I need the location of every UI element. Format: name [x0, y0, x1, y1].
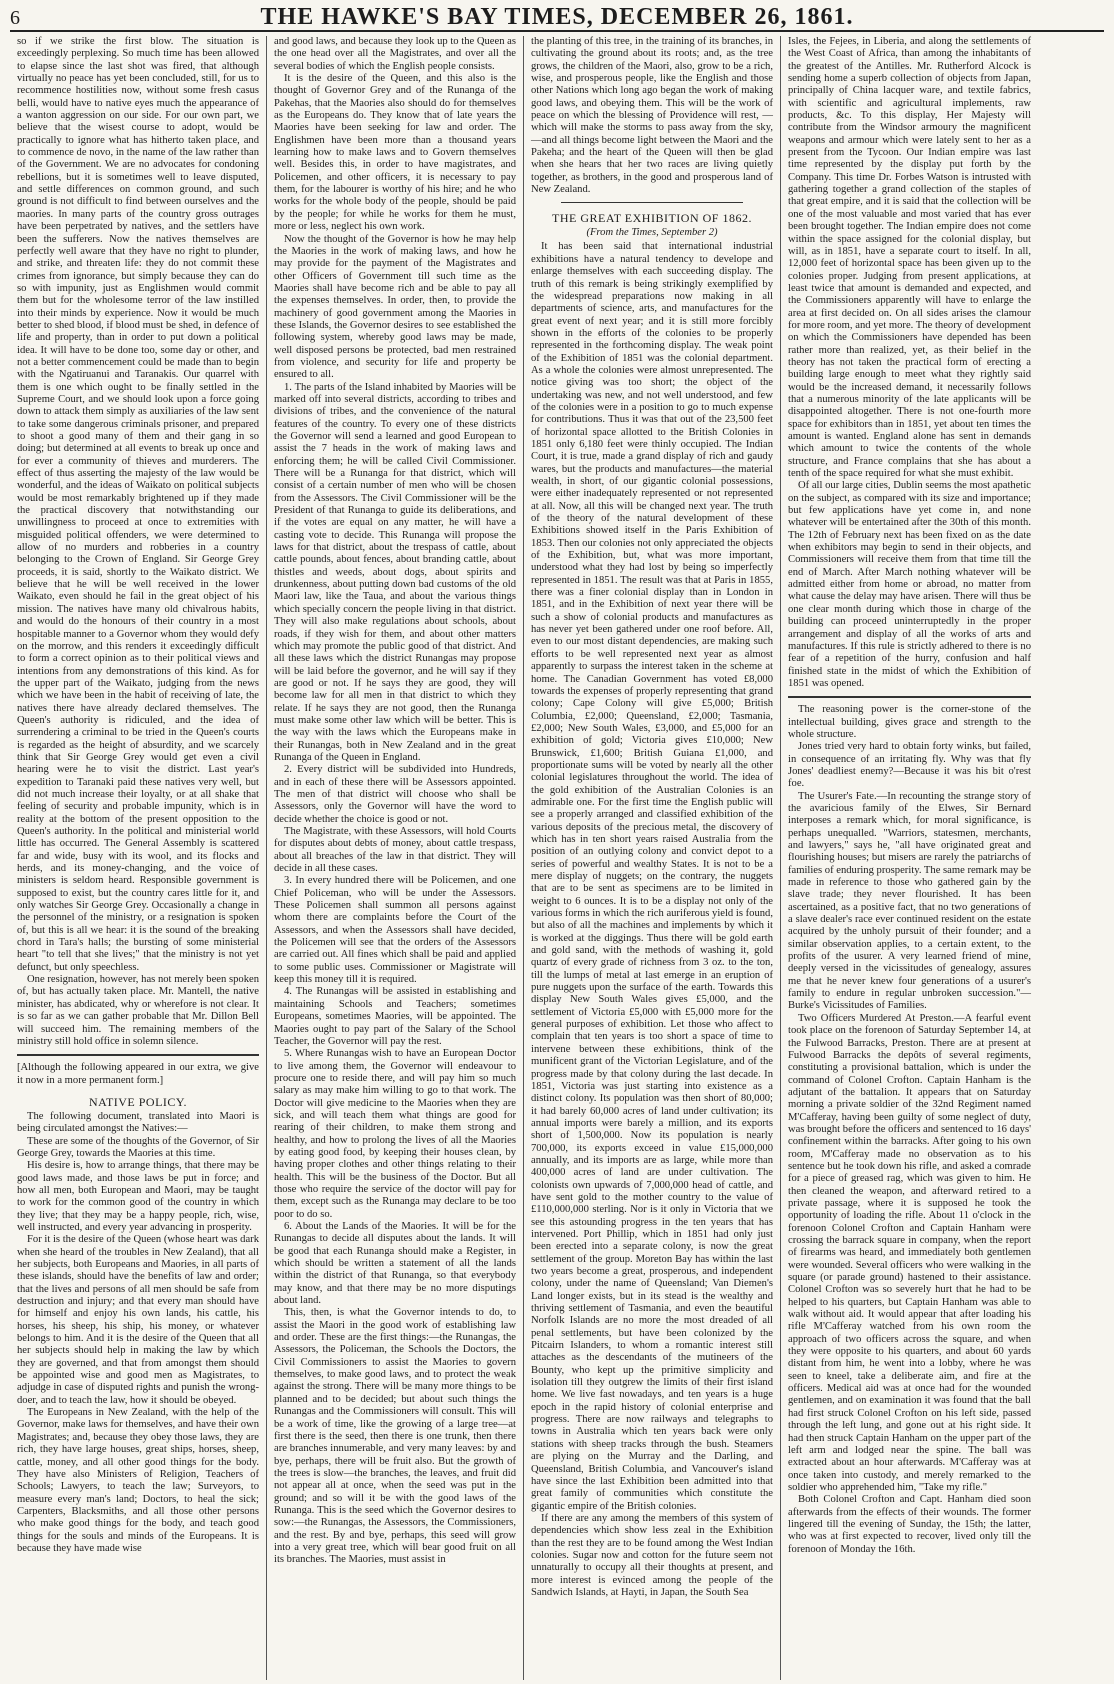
article-paragraph: The reasoning power is the corner-stone of the intellectual building, gives grace and strength to the whole structure. [788, 704, 1031, 740]
article-paragraph: Isles, the Fejees, in Liberia, and along the settlements of the West Coast of Africa, than among the inhabitants of the greatest of the Antilles. Mr. Rutherford Alcock is sending home a superb collection of objects from Japan, principally of China lacquer ware, and textile fabrics, with scientific and agricultural implements, raw products, &c. To this display, Her Majesty will contribute from the Windsor armoury the magnificent weapons and armour which were lately sent to her as a present from the Tycoon. Our Indian empire was last time represented by the display put forth by the Company. This time Dr. Forbes Watson is intrusted with gathering together a grand collection of the staples of that great empire, and it is said that the collection will be one of the most valuable and most varied that has ever been brought together. The Indian empire does not come within the space assigned for the colonial display, but will, as in 1851, have a separate court to itself. In all, 12,000 feet of horizontal space has been given up to the colonies proper. Judging from present applications, at least twice that amount is demanded and expected, and the Commissioners apparently will have to enlarge the area at first decided on. On all sides arises the clamour for more room, and yet more. The theory of development on which the Commissioners have depended has been rather more than realized, yet, as their belief in the theory has not taken the practical form of erecting a building large enough to meet what they rightly said would be the increased demand, it necessarily follows that a numerous minority of the late applicants will be disappointed altogether. There is not one-fourth more space for exhibitors than in 1851, yet about ten times the amount is wanted. England alone has sent in demands which amount to twice the contents of the whole structure, and France complains that she has about a tenth of the space required for what she must exhibit. [788, 36, 1031, 480]
page-number: 6 [10, 7, 20, 29]
divider [788, 696, 1031, 698]
newspaper-title: THE HAWKE'S BAY TIMES, DECEMBER 26, 1861. [260, 4, 854, 30]
article-paragraph: 5. Where Runangas wish to have an European Doctor to live among them, the Governor will endeavour to procure one to reside there, and will pay him so much salary as may make him willing to go to that work. The Doctor will give medicine to the Maories when they are sick, and will teach them what things are good for rearing of their children, to make them strong and healthy, and how to prolong the lives of all the Maories by eating good food, by keeping their houses clean, by having proper clothes and other things relating to their health. This will be the business of the Doctor. But all those who require the service of the doctor will pay for them, except such as the Runanga may declare to be too poor to do so. [274, 1048, 516, 1220]
article-paragraph: The Magistrate, with these Assessors, will hold Courts for disputes about debts of money, about cattle trespass, about all breaches of the law in that district. They will decide in all these cases. [274, 826, 516, 875]
article-paragraph: Both Colonel Crofton and Capt. Hanham died soon afterwards from the effects of their wounds. The former lingered till the evening of Sunday, the 15th; the latter, who was at first expected to recover, lived only till the forenoon of Monday the 16th. [788, 1494, 1031, 1555]
article-paragraph: It has been said that international industrial exhibitions have a natural tendency to develope and enlarge themselves with each succeeding display. The truth of this remark is being strikingly exemplified by the widespread preparations now making in all departments of science, arts, and manufactures for the great event of next year; and it is still more forcibly shown in the efforts of the colonies to be properly represented in the forthcoming display. The weak point of the Exhibition of 1851 was the colonial department. As a whole the colonies were almost unrepresented. The notice giving was too short; the object of the undertaking was new, and not well understood, and few of the colonies were in a position to go to much expense for contributions. Thus it was that out of the 23,500 feet of horizontal space allotted to the British Colonies in 1851 only 6,180 feet were thinly occupied. The Indian Court, it is true, made a grand display of rich and gaudy wares, but the products and manufactures—the material wealth, in short, of our gigantic colonial possessions, were either inadequately represented or not represented at all. Now, all this will be changed next year. The truth of the theory of the natural development of these Exhibitions showed itself in the Paris Exhibition of 1853. Then our colonies not only appreciated the objects of the Exhibition, but, what was more important, understood what they had lost by being so imperfectly represented in 1851. The result was that at Paris in 1855, there was a finer colonial display than in London in 1851, and in the Exhibition of next year there will be such a show of colonial products and manufactures as has never yet been gathered under one roof before. All, even to our most distant dependencies, are making such efforts to be well represented next year as almost apparently to surpass the interest taken in the scheme at home. The Canadian Government has voted £8,000 towards the expenses of properly representing that grand colony; Cape Colony will give £5,000; British Columbia, £2,000; Queensland, £2,000; Tasmania, £2,000; New South Wales, £3,000, and £5,000 for an exhibition of gold; Victoria gives £10,000; New Brunswick, £1,600; British Guiana £1,000, and proportionate sums will be voted by nearly all the other colonial legislatures throughout the world. The idea of the gold exhibition of the Australian Colonies is an admirable one. For the first time the English public will see a properly arranged and classified exhibition of the various deposits of the precious metal, the discovery of which has in ten short years raised Australia from the position of an outlying colony and convict depot to a series of powerful and wealthy States. It is not to be a mere display of nuggets; on the contrary, the nuggets that are to be sent as specimens are to be limited in weight to 6 ounces. It is to be a display not only of the various forms in which the rich auriferous yield is found, but also of all the machines and implements by which it is worked at the diggings. Thus there will be gold earth and gold sand, with the methods of washing it, gold quartz of every grade of richness from 3 oz. to the ton, till the lumps of metal at last emerge in an eruption of pure nuggets upon the surface of the earth. Towards this display New South Wales gives £5,000, and the settlement of Victoria £5,000 with £5,000 more for the general purposes of exhibition. Let those who affect to complain that ten years is too short a space of time to intervene between these exhibitions, think of the munificent grant of the Victorian Legislature, and of the progress made by that colony during the last decade. In 1851, Victoria was just starting into existence as a distinct colony. Its population was then short of 80,000; it had barely 60,000 acres of land under cultivation; its annual imports were barely a million, and its exports short of 1,500,000. Now its population is nearly 700,000, its exports exceed in value £15,000,000 annually, and its imports are as large, while more than 400,000 acres of land are under cultivation. The colonists own upwards of 7,000,000 head of cattle, and have sent gold to the mother country to the value of £110,000,000 sterling. Nor is it only in Victoria that we see this astounding progress in the ten years that has intervened. Port Phillip, which in 1851 had only just been erected into a separate colony, is now the great settlement of the group. Moreton Bay has within the last two years become a great, prosperous, and independent colony, under the name of Queensland; Van Diemen's Land longer exists, but in its stead is the wealthy and thriving settlement of Tasmania, and even the beautiful Norfolk Islands are no more the most dreaded of all penal settlements, but have been colonized by the Pitcairn Islanders, to whom a romantic interest still attaches as the descendants of the mutineers of the Bounty, who kept up the primitive simplicity and isolation till they outgrew the limits of their first island home. We live fast nowadays, and ten years is a huge epoch in the rapid history of colonial enterprise and progress. There are now railways and telegraphs to towns in Australia which ten years back were only stations with sheep tracks through the bush. Steamers are plying on the Murray and the Darling, and Queensland, British Columbia, and Vancouver's island have since the last Exhibition been admitted into that great family of communities which constitute the gigantic empire of the British colonies. [531, 241, 773, 1512]
article-paragraph: Two Officers Murdered At Preston.—A fearful event took place on the forenoon of Saturday September 14, at the Fulwood Barracks, Preston. There are at present at Fulwood Barracks the depôts of several regiments, constituting a provisional battalion, which is under the command of Colonel Crofton. Captain Hanham is the adjutant of the battalion. It appears that on Saturday morning a private soldier of the 32nd Regiment named M'Cafferay, having been guilty of some neglect of duty, was brought before the officers and sentenced to 16 days' confinement within the barracks. After going to his own room, M'Cafferay made no observation as to his sentence but he took down his rifle, and asked a comrade for a piece of greased rag, which was given to him. He then cleaned the weapon, and afterward retired to a private passage, where it is supposed he took the opportunity of loading the rifle. About 11 o'clock in the forenoon Colonel Crofton and Captain Hanham were crossing the barrack square in company, when the report of firearms was heard, and immediately both gentlemen were wounded. Several officers who were walking in the square (or parade ground) hastened to their assistance. Colonel Crofton was so severely hurt that he had to be helped to his quarters, but Captain Hanham was able to walk without aid. It would appear that after loading his rifle M'Cafferay watched from his own room the approach of two officers across the square, and when they were opposite to his quarters, and about 60 yards distant from him, he went into a lobby, where he was seen to kneel, take a deliberate aim, and fire at the officers. Medical aid was at once had for the wounded gentlemen, and on examination it was found that the ball had first struck Colonel Crofton on his left side, passed through the left lung, and gone out at his right side. It had then struck Captain Hanham on the upper part of the left arm and lodged near the spine. The ball was extracted about an hour afterwards. M'Cafferay was at once taken into custody, and merely remarked to the soldier who apprehended him, "Take my rifle." [788, 1012, 1031, 1493]
article-paragraph: One resignation, however, has not merely been spoken of, but has actually taken place. Mr. Mantell, the native minister, has abdicated, why or wherefore is not clear. It is so far as we can gather probable that Mr. Dillon Bell will succeed him. The remaining members of the ministry still hold office in solemn silence. [17, 974, 259, 1047]
column-3 [524, 36, 781, 1680]
columns [10, 36, 1104, 1680]
article-paragraph: The Europeans in New Zealand, with the help of the Governor, make laws for themselves, and have their own Magistrates; and, because they obey those laws, they are rich, they have large houses, great ships, horses, sheep, cattle, money, and all other good things for the body. They have also Ministers of Religion, Teachers of Schools; Lawyers, to teach the law; Surveyors, to measure every man's land; Doctors, to heal the sick; Carpenters, Blacksmiths, and all those other persons who make good things for the body, and teach good things for the souls and minds of the Europeans. It is because they have made wise [17, 1407, 259, 1554]
article-paragraph: 1. The parts of the Island inhabited by Maories will be marked off into several districts, according to tribes and divisions of tribes, and the convenience of the natural features of the country. To every one of these districts the Governor will send a learned and good European to assist the 7 heads in the work of making laws and enforcing them; he will be called Civil Commissioner. There will be a Runanga for that district, which will consist of a certain number of men who will be chosen from the Assessors. The Civil Commissioner will be the President of that Runanga to guide its deliberations, and if the votes are equal on any matter, he will have a casting vote to decide. This Runanga will propose the laws for that district, about the trespass of cattle, about cattle pounds, about fences, about branding cattle, about thistles and weeds, about dogs, about spirits and drunkenness, about putting down bad customs of the old Maori law, like the Taua, and about the various things which specially concern the people living in that district. They will also make regulations about schools, about roads, if they wish for them, and about other matters which may promote the public good of that district. And all these laws which the district Runangas may propose will be laid before the governor, and he will say if they are good or not. If he says they are good, they will become law for all men in that district to which they relate. If he says they are not good, then the Runanga must make some other law which will be better. This is the way with the laws which the Europeans make in their Runangas, both in New Zealand and in the great Runanga of the Queen in England. [274, 381, 516, 763]
divider [17, 1054, 259, 1056]
article-paragraph: Of all our large cities, Dublin seems the most apathetic on the subject, as compared with its size and importance; but few applications have yet come in, and none whatever will be entertained after the 30th of this month. The 12th of February next has been fixed on as the date when exhibitors may begin to send in their objects, and Commissioners will receive them from that time till the end of March. After March nothing whatever will be admitted either from home or abroad, no matter from what cause the delay may have arisen. There will thus be one clear month during which those in charge of the building can proceed uninterruptedly in the proper arrangement and display of all the works of arts and manufactures. If this rule is strictly adhered to there is no fear of a repetition of the hurry, confusion and half finished state in the midst of which the Exhibition of 1851 was opened. [788, 480, 1031, 689]
column-4 [781, 36, 1038, 1680]
article-paragraph: 6. About the Lands of the Maories. It will be for the Runangas to decide all disputes about the lands. It will be good that each Runanga should make a Register, in which should be written a statement of all the lands within the district of that Runanga, so that everybody may know, and that there may be no more disputings about land. [274, 1221, 516, 1307]
article-paragraph: His desire is, how to arrange things, that there may be good laws made, and those laws be put in force; and how all men, both European and Maori, may be taught to work for the common good of the country in which they live; that they may be a happy people, rich, wise, well instructed, and every year advancing in prosperity. [17, 1160, 259, 1233]
article-paragraph: 3. In every hundred there will be Policemen, and one Chief Policeman, who will be under the Assessors. These Policemen shall summon all persons against whom there are complaints before the Court of the Assessors, and when the Assessors shall have decided, the Policemen will see that the orders of the Assessors are carried out. All fines which shall be paid and applied to some public uses. Commissioner or Magistrate will keep this money till it is required. [274, 875, 516, 986]
editorial-note: [Although the following appeared in our extra, we give it now in a more permanent form.] [17, 1062, 259, 1086]
article-paragraph: This, then, is what the Governor intends to do, to assist the Maori in the good work of establishing law and order. These are the first things:—the Runangas, the Assessors, the Policeman, the Schools the Doctors, the Civil Commissioners to assist the Maories to govern themselves, to make good laws, and to protect the weak against the strong. There will be many more things to be planned and to be decided; but about such things the Runangas and the Commissioners will consult. This will be a work of time, like the growing of a large tree—at first there is the seed, then there is one trunk, then there are branches innumerable, and very many leaves: by and bye, perhaps, there will be fruit also. But the growth of the trees is slow—the branches, the leaves, and fruit did not appear all at once, when the seed was put in the ground; and so will it be with the good laws of the Runanga. This is the seed which the Governor desires to sow:—the Runangas, the Assessors, the Commissioners, and the rest. By and bye, perhaps, this seed will grow into a very great tree, which will bear good fruit on all its branches. The Maories, must assist in [274, 1307, 516, 1566]
column-2 [267, 36, 524, 1680]
column-1 [10, 36, 267, 1680]
article-paragraph: If there are any among the members of this system of dependencies which show less zeal in the Exhibition than the rest they are to be found among the West Indian colonies. Sugar now and cotton for the future seem not unnaturally to occupy all their thoughts at present, and more interest is evinced among the people of the Sandwich Islands, at Hayti, in Japan, the South Sea [531, 1512, 773, 1598]
article-paragraph: The Usurer's Fate.—In recounting the strange story of the avaricious family of the Elwes, Sir Bernard interposes a remark which, for moral significance, is perhaps unequalled. "Warriors, statesmen, merchants, and lawyers," says he, "all have originated great and flourishing houses; but misers are rarely the patriarchs of families of enduring prosperity. The same remark may be made in reference to those who gathered gain by the slave trade; they never flourished. It has been ascertained, as a positive fact, that no two generations of a slave dealer's race ever continued resident on the estate acquired by the unholy pursuit of their founder; and a similar observation applies, to a certain extent, to the profits of the usurer. A very learned friend of mine, deeply versed in the vicissitudes of genealogy, assures me that he never knew four generations of a usurer's family to endure in regular unbroken succession."—Burke's Vicissitudes of Families. [788, 790, 1031, 1012]
article-paragraph: so if we strike the first blow. The situation is exceedingly perplexing. So much time has been allowed to elapse since the last shot was fired, that although virtually no peace has yet been concluded, still, for us to recommence hostilities now, without some fresh casus belli, would have to native eyes much the appearance of a wanton aggression on our side. For our own part, we believe that the wisest course to adopt, would be practically to ignore what has hitherto taken place, and to commence de novo, in the name of the law rather than of the Government. We are no advocates for condoning rebellions, but it is sometimes well to leave disputed, and settle differences on common ground, and such ground is not difficult to find between ourselves and the maories. In many parts of the country gross outrages have been perpetrated by natives, and the settlers have been the sufferers. Now the natives themselves are perfectly well aware that they have no right to plunder, and strike, and threaten life: they do not commit these crimes from ignorance, but simply because they can do so with impunity, just as Englishmen would commit them but for the wholesome terror of the law instilled into their minds by experience. Now it would be much better to shed blood, if blood must be shed, in defence of life and property, than in order to put down a political idea. It will have to be done too, some day or other, and not a better commencement could be made than to begin with the Ngatiruanui and Taranakis. Our quarrel with them is one which ought to be finally settled in the Supreme Court, and we should look upon a force going down to attack them simply as auxiliaries of the law sent to take some dangerous criminals prisoner, and prepared to shoot a good many of them and their gang in so doing; but determined at all events to break up once and for ever a community of thieves and murderers. The effect of thus asserting the majesty of the law would be wonderful, and the ideas of Waikato on political subjects would be most remarkably brightened up if they made the practical discovery that notwithstanding our unwillingness to proceed at once to extremities with misguided political offenders, we were determined to allow of no murders and robberies in a country belonging to the Crown of England. Sir George Grey proceeds, it is said, shortly to the Waikato district. We believe that he will be well received in the lower Waikato, even should he fail in the great object of his mission. The natives have many old chivalrous habits, and would do the honours of their country in a most hospitable manner to a Governor whom they would defy on the morrow, and this renders it exceedingly difficult to form a correct opinion as to their political views and intentions from any demonstrations of this kind. As for the upper part of the Waikato, judging from the news which we have been in the habit of receiving of late, the natives there have already declared themselves. The Queen's authority is ridiculed, and the idea of surrendering a criminal to be tried in the Queen's courts is regarded as the height of absurdity, and we scarcely think that Sir George Grey would get even a civil hearing were he to visit the district. Last year's expedition to Taranaki paid these natives very well, but did not much increase their loyalty, or at all shake that feeling of security and probable impunity, which is in reality at the bottom of the present opposition to the Queen's authority. In the political and ministerial world little has occurred. The General Assembly is scattered far and wide, busy with its wool, and its flocks and herds, and its money-changing, and the voice of ministers is seldom heard. Responsible government is supposed to exist, but the country cares little for it, and only watches Sir George Grey. Occasionally a change in the personnel of the ministry, or a resignation is spoken of, but this is all we hear: it is the sound of the breaking chord in Tara's halls; the bursting of some ministerial heart "to tell that she lives;" that the ministry is not yet defunct, but only speechless. [17, 36, 259, 973]
article-paragraph: 4. The Runangas will be assisted in establishing and maintaining Schools and Teachers; sometimes Europeans, sometimes Maories, will be appointed. The Maories ought to pay part of the Salary of the School Teacher, the Governor will pay the rest. [274, 986, 516, 1047]
article-paragraph: The following document, translated into Maori is being circulated amongst the Natives:— [17, 1110, 259, 1135]
article-heading: THE GREAT EXHIBITION OF 1862. [552, 211, 752, 226]
masthead [10, 4, 1104, 32]
article-paragraph: and good laws, and because they look up to the Queen as the one head over all the Magistrates, and over all the several bodies of which the English people consists. [274, 36, 516, 72]
article-source: (From the Times, September 2) [586, 227, 718, 239]
article-paragraph: It is the desire of the Queen, and this also is the thought of Governor Grey and of the Runanga of the Pakehas, that the Maories also should do for themselves as the Europeans do. They know that of late years the Maories have been seeking for law and order. The Englishmen have been more than a thousand years learning how to make laws and to Govern themselves well. Besides this, in order to have magistrates, and Policemen, and other officers, it is necessary to pay them, for the labourer is worthy of his hire; and he who works for the whole body of the people, should be paid by the people; for while he works for them he must, more or less, neglect his own work. [274, 73, 516, 233]
article-paragraph: Now the thought of the Governor is how he may help the Maories in the work of making laws, and how he may provide for the payment of the Magistrates and other Officers of Government till such time as the Maories shall have become rich and be able to pay all the expenses themselves. In order, then, to provide the machinery of good government among the Maories in these Islands, the Governor desires to see established the following system, whereby good laws may be made, well disposed persons be protected, bad men restrained from violence, and security for life and property be ensured to all. [274, 233, 516, 381]
divider [561, 202, 743, 203]
article-paragraph: 2. Every district will be subdivided into Hundreds, and in each of these there will be Assessors appointed. The men of that district will choose who shall be Assessors, only the Governor will have the word to decide whether the choice is good or not. [274, 764, 516, 825]
article-heading: NATIVE POLICY. [88, 1094, 188, 1109]
article-paragraph: These are some of the thoughts of the Governor, of Sir George Grey, towards the Maories at this time. [17, 1135, 259, 1159]
article-paragraph: For it is the desire of the Queen (whose heart was dark when she heard of the troubles in New Zealand), that all her subjects, both Europeans and Maories, in all parts of these islands, should have the benefits of law and order; that the lives and persons of all men should be safe from destruction and injury; and that every man should have for himself and enjoy his own lands, his cattle, his horses, his sheep, his ship, his money, or whatever belongs to him. And it is the desire of the Queen that all her subjects should help in making the law by which they are governed, and that from amongst them should be appointed wise and good men as Magistrates, to adjudge in case of disputed rights and punish the wrong-doer, and to teach the law, how it should be obeyed. [17, 1234, 259, 1406]
article-paragraph: Jones tried very hard to obtain forty winks, but failed, in consequence of an irritating fly. Why was that fly Jones' deadliest enemy?—Because it was his bit o'rest foe. [788, 741, 1031, 790]
article-paragraph: the planting of this tree, in the training of its branches, in cultivating the ground about its roots; and, as the tree grows, the children of the Maori, also, grow to be a rich, wise, and prosperous people, like the English and those other Nations which long ago began the work of making good laws, and obeying them. This will be the work of peace on which the blessing of Providence will rest, —which will make the storms to pass away from the sky,—and all things become light between the Maori and the Pakeha; and the heart of the Queen will then be glad when she hears that her two races are living quietly together, as brothers, in the good and prosperous land of New Zealand. [531, 36, 773, 196]
